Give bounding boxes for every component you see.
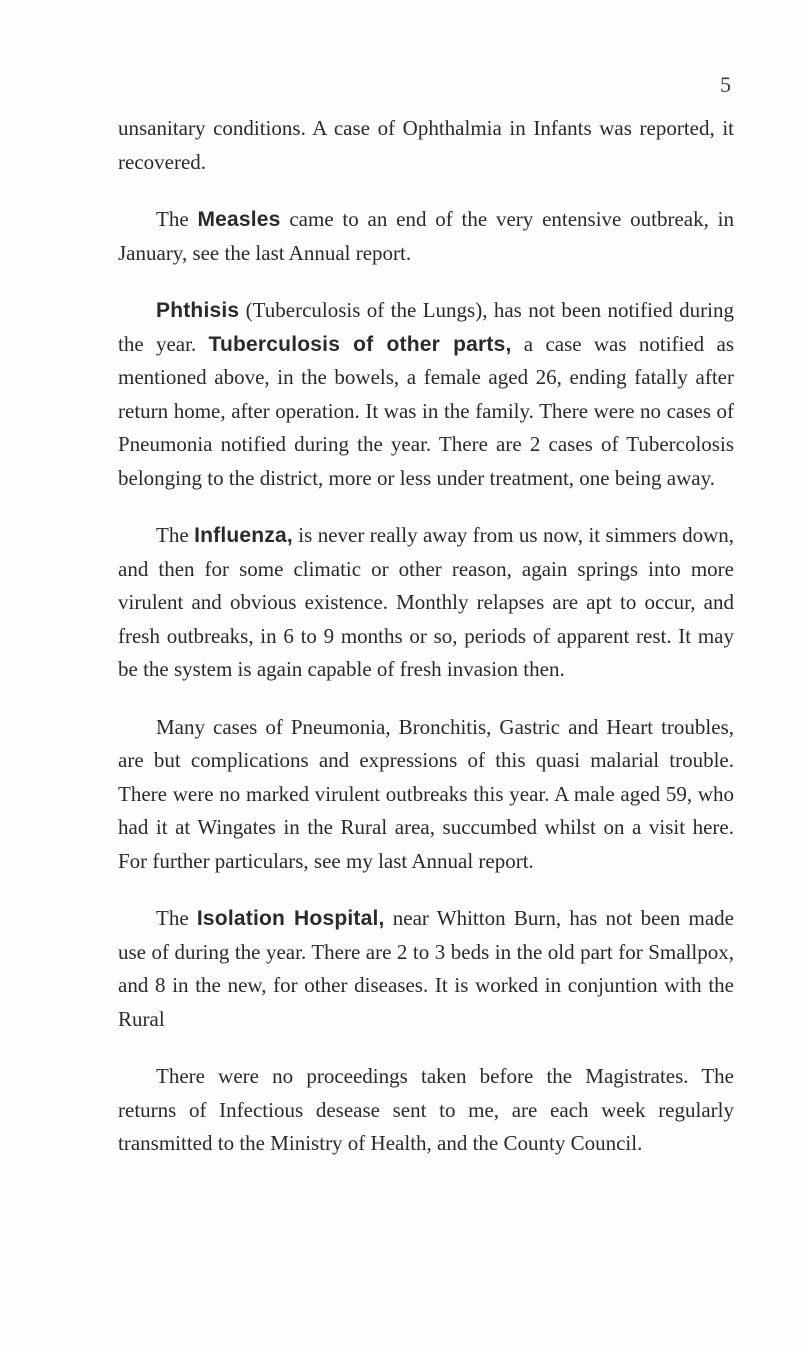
paragraph-text: The [156,207,198,231]
bold-heading-term: Tuberculosis of other parts, [208,332,512,356]
bold-heading-term: Measles [197,208,281,231]
bold-heading-term: Isolation Hospital, [196,907,385,930]
paragraph-text: near Whitton Burn, has not been made use of during the year. There are 2 to 3 beds in the old part for Smallpox, and 8 in the new, for other diseases. It is worked in conjuntion with the Rural [118,906,734,1031]
paragraph-6 [118,902,734,1036]
paragraph-text: is never really away from us now, it simmers down, and then for some climatic or other reason, again springs into more virulent and obvious existence. Monthly relapses are apt to occur, and fresh outbreaks, in 6 to 9 months or so, periods of apparent rest. It may be the system is again capable of fresh invasion then. [118,523,734,681]
page-number: 5 [720,72,731,97]
report-body [118,112,734,1185]
bold-heading-term: Phthisis [156,299,240,322]
paragraph-4 [118,519,734,687]
paragraph-text: The [156,906,197,930]
paragraph-2 [118,203,734,270]
bold-heading-term: Influenza, [194,524,293,547]
paragraph-text: came to an end of the very entensive outbreak, in January, see the last Annual report. [118,207,734,265]
paragraph-7 [118,1060,734,1161]
paragraph-text: unsanitary conditions. A case of Ophthalmia in Infants was reported, it recovered. [118,116,734,174]
paragraph-text: Many cases of Pneumonia, Bronchitis, Gastric and Heart troubles, are but complications and expressions of this quasi malarial trouble. There were no marked virulent outbreaks this year. A male aged 59, who had it at Wingates in the Rural area, succumbed whilst on a visit here. For further particulars, see my last Annual report. [118,714,734,873]
paragraph-text: a case was notified as mentioned above, in the bowels, a female aged 26, ending fatally after return home, after operation. It was in the family. There were no cases of Pneumonia notified during the year. There are 2 cases of Tubercolosis belonging to the district, more or less under treatment, one being away. [118,331,734,490]
paragraph-text: (Tuberculosis of the Lungs), has not been notified during the year. [118,298,734,356]
paragraph-5 [118,711,734,879]
paragraph-text: The [156,523,195,547]
paragraph-1 [118,112,734,179]
paragraph-text: There were no proceedings taken before the Magistrates. The returns of Infectious desease sent to me, are each week regularly transmitted to the Ministry of Health, and the County Council. [118,1064,734,1155]
paragraph-3 [118,294,734,495]
